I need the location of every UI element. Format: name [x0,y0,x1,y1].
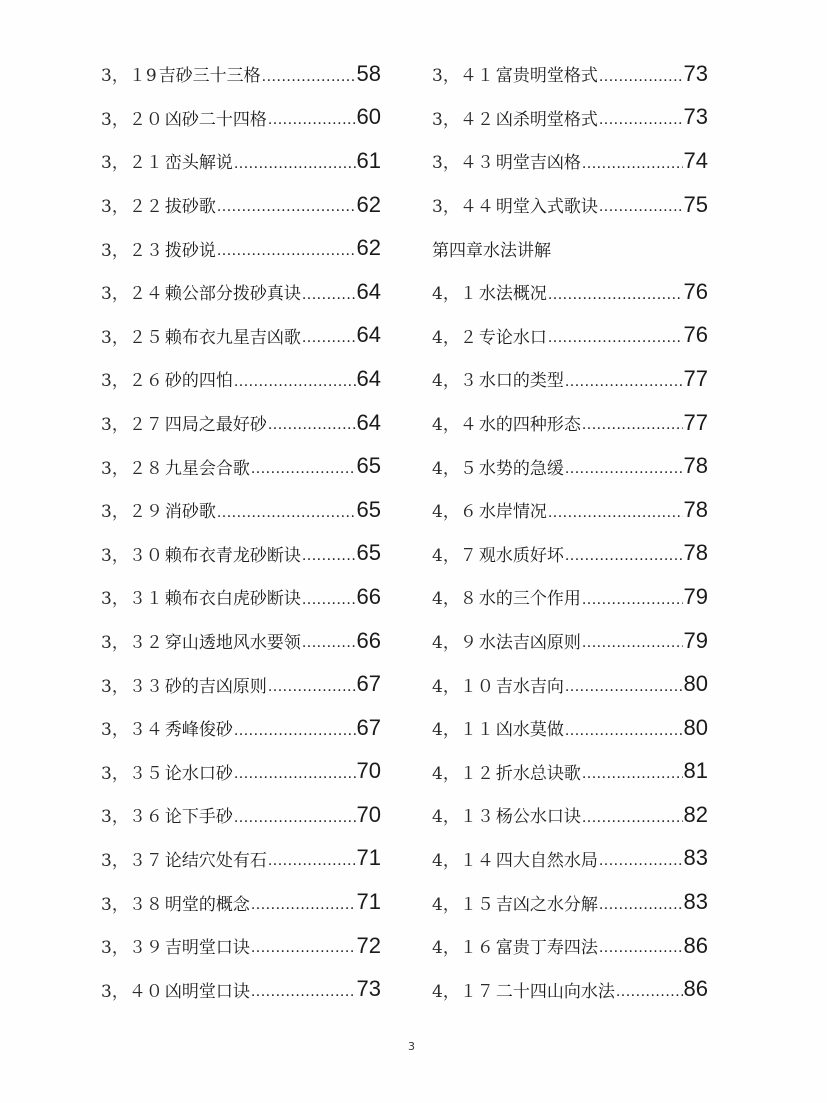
toc-entry[interactable] [432,967,708,1011]
leader-dots [565,724,683,750]
entry-number: 4，５ [432,458,477,479]
entry-number: 3，２９ [101,502,163,523]
entry-page: 64 [356,409,381,435]
toc-entry[interactable] [101,619,381,663]
leader-dots [234,375,356,401]
leader-dots [268,680,356,706]
toc-entry[interactable] [101,357,381,401]
toc-entry[interactable] [101,314,381,358]
entry-page: 76 [683,278,708,304]
entry-number: 4，１２ [432,763,494,784]
entry-title: 消砂歌 [164,502,216,523]
entry-title: 论结穴处有石 [164,850,267,871]
entry-title: 富贵丁寿四法 [495,938,598,959]
leader-dots [582,418,683,444]
leader-dots [234,724,356,750]
toc-entry[interactable] [432,96,708,140]
leader-dots [565,549,683,575]
entry-number: 3，２０ [101,109,163,130]
leader-dots [565,462,683,488]
entry-title: 穿山透地风水要领 [164,633,301,654]
leader-dots [582,636,683,662]
entry-title: 论水口砂 [164,763,233,784]
entry-title: 明堂的概念 [164,894,250,915]
entry-title: 水口的类型 [478,371,564,392]
chapter-heading[interactable]: 第四章水法讲解 [432,240,551,261]
entry-title: 赖布衣白虎砂断诀 [164,589,301,610]
entry-number: 3，２３ [101,240,163,261]
toc-entry[interactable] [101,575,381,619]
entry-page: 83 [683,845,708,871]
entry-number: 3，３９ [101,938,163,959]
entry-number: 3，２８ [101,458,163,479]
entry-title: 九星会合歌 [164,458,250,479]
entry-page: 73 [683,60,708,86]
footer-page-number: 3 [408,1040,415,1053]
entry-page: 67 [356,671,381,697]
entry-page: 71 [356,845,381,871]
entry-title: 二十四山向水法 [495,981,615,1002]
leader-dots [251,941,356,967]
leader-dots [217,506,356,532]
entry-page: 65 [356,453,381,479]
entry-page: 73 [356,976,381,1002]
entry-page: 73 [683,104,708,130]
toc-entry[interactable] [432,183,708,227]
toc-entry[interactable] [432,880,708,924]
entry-number: 4，１３ [432,807,494,828]
entry-title: 赖公部分拨砂真诀 [164,284,301,305]
leader-dots [302,593,356,619]
entry-page: 66 [356,627,381,653]
toc-entry[interactable] [432,837,708,881]
entry-page: 86 [683,932,708,958]
leader-dots [234,157,356,183]
entry-number: 4，１０ [432,676,494,697]
entry-title: 水岸情况 [478,502,547,523]
entry-number: 3，３３ [101,676,163,697]
entry-page: 58 [356,60,381,86]
entry-title: 赖布衣青龙砂断诀 [164,545,301,566]
entry-title: 吉水吉向 [495,676,564,697]
leader-dots [599,898,683,924]
leader-dots [599,941,683,967]
leader-dots [599,200,683,226]
entry-title: 峦头解说 [164,153,233,174]
entry-number: 4，７ [432,545,477,566]
entry-number: 3，３７ [101,850,163,871]
leader-dots [548,288,683,314]
entry-number: 4，１ [432,284,477,305]
entry-number: 4，１１ [432,720,494,741]
toc-entry[interactable] [432,750,708,794]
entry-title: 吉凶之水分解 [495,894,598,915]
toc-entry[interactable] [101,183,381,227]
entry-number: 3，４４ [432,197,494,218]
entry-title: 四大自然水局 [495,850,598,871]
leader-dots [262,70,356,96]
toc-left-column [101,52,381,1011]
entry-page: 64 [356,365,381,391]
entry-page: 78 [683,496,708,522]
toc-entry[interactable] [101,750,381,794]
entry-title: 四局之最好砂 [164,415,267,436]
leader-dots [251,898,356,924]
entry-title: 专论水口 [478,327,547,348]
toc-entry[interactable] [101,96,381,140]
toc-entry[interactable] [432,575,708,619]
entry-page: 80 [683,714,708,740]
leader-dots [268,854,356,880]
entry-number: 3，１9 [101,66,157,87]
entry-page: 75 [683,191,708,217]
entry-title: 富贵明堂格式 [495,66,598,87]
leader-dots [582,767,683,793]
leader-dots [268,418,356,444]
leader-dots [565,375,683,401]
entry-number: 4，９ [432,633,477,654]
entry-title: 凶水莫做 [495,720,564,741]
toc-entry[interactable] [101,706,381,750]
entry-page: 65 [356,496,381,522]
toc-entry[interactable] [101,793,381,837]
entry-number: 4，３ [432,371,477,392]
leader-dots [234,811,356,837]
toc-right-column [432,52,708,1011]
entry-number: 4，６ [432,502,477,523]
toc-entry[interactable] [101,880,381,924]
toc-entry[interactable] [101,532,381,576]
leader-dots [217,244,356,270]
leader-dots [599,113,683,139]
entry-title: 拨砂说 [164,240,216,261]
toc-entry[interactable] [432,314,708,358]
entry-number: 3，３８ [101,894,163,915]
toc-entry[interactable] [101,924,381,968]
toc-entry[interactable] [101,52,381,96]
entry-page: 66 [356,583,381,609]
entry-page: 77 [683,365,708,391]
leader-dots [302,331,356,357]
entry-number: 3，４１ [432,66,494,87]
leader-dots [302,288,356,314]
toc-entry[interactable] [432,139,708,183]
leader-dots [217,200,356,226]
leader-dots [548,331,683,357]
entry-number: 4，１７ [432,981,494,1002]
entry-number: 3，２６ [101,371,163,392]
leader-dots [234,767,356,793]
entry-title: 水的四种形态 [478,415,581,436]
entry-page: 70 [356,758,381,784]
entry-title: 凶明堂口诀 [164,981,250,1002]
leader-dots [548,506,683,532]
entry-number: 3，４３ [432,153,494,174]
entry-title: 拔砂歌 [164,197,216,218]
entry-number: 3，４０ [101,981,163,1002]
entry-title: 凶砂二十四格 [164,109,267,130]
entry-page: 72 [356,932,381,958]
entry-number: 4，１６ [432,938,494,959]
leader-dots [599,854,683,880]
leader-dots [582,593,683,619]
entry-title: 水法吉凶原则 [478,633,581,654]
entry-title: 观水质好坏 [478,545,564,566]
entry-page: 86 [683,976,708,1002]
toc-entry[interactable] [432,793,708,837]
entry-page: 65 [356,540,381,566]
entry-number: 4，１４ [432,850,494,871]
entry-page: 82 [683,801,708,827]
entry-page: 67 [356,714,381,740]
toc-entry[interactable] [432,619,708,663]
entry-title: 明堂吉凶格 [495,153,581,174]
entry-page: 64 [356,278,381,304]
entry-page: 60 [356,104,381,130]
entry-page: 62 [356,191,381,217]
entry-number: 3，３２ [101,633,163,654]
toc-entry[interactable] [101,139,381,183]
entry-title: 秀峰俊砂 [164,720,233,741]
entry-number: 4，１５ [432,894,494,915]
entry-title: 水法概况 [478,284,547,305]
entry-page: 78 [683,453,708,479]
toc-entry[interactable] [101,270,381,314]
entry-number: 3，２５ [101,327,163,348]
toc-entry[interactable] [432,924,708,968]
entry-number: 3，３５ [101,763,163,784]
leader-dots [251,985,356,1011]
entry-number: 3，３１ [101,589,163,610]
entry-number: 4，２ [432,327,477,348]
entry-page: 64 [356,322,381,348]
entry-page: 71 [356,889,381,915]
toc-entry[interactable] [432,270,708,314]
leader-dots [302,636,356,662]
toc-entry[interactable] [101,226,381,270]
entry-number: 3，４２ [432,109,494,130]
entry-title: 砂的四怕 [164,371,233,392]
entry-page: 78 [683,540,708,566]
entry-number: 4，４ [432,415,477,436]
entry-title: 明堂入式歌诀 [495,197,598,218]
leader-dots [582,811,683,837]
toc-entry[interactable] [101,662,381,706]
leader-dots [616,985,683,1011]
toc-entry[interactable] [432,357,708,401]
leader-dots [599,70,683,96]
entry-title: 砂的吉凶原则 [164,676,267,697]
toc-entry[interactable] [432,52,708,96]
leader-dots [565,680,683,706]
toc-entry[interactable] [432,706,708,750]
entry-number: 3，２２ [101,197,163,218]
entry-number: 3，３０ [101,545,163,566]
entry-page: 70 [356,801,381,827]
entry-page: 77 [683,409,708,435]
entry-page: 79 [683,583,708,609]
entry-title: 杨公水口诀 [495,807,581,828]
toc-entry[interactable] [432,662,708,706]
entry-page: 83 [683,889,708,915]
entry-title: 折水总诀歌 [495,763,581,784]
entry-title: 吉明堂口诀 [164,938,250,959]
entry-page: 81 [683,758,708,784]
entry-number: 3，２４ [101,284,163,305]
entry-number: 3，３６ [101,807,163,828]
toc-entry[interactable] [101,967,381,1011]
leader-dots [302,549,356,575]
toc-entry[interactable] [101,444,381,488]
entry-page: 61 [356,147,381,173]
toc-entry[interactable] [432,532,708,576]
toc-entry[interactable] [101,401,381,445]
entry-title: 论下手砂 [164,807,233,828]
toc-entry[interactable] [432,488,708,532]
entry-number: 3，３４ [101,720,163,741]
entry-number: 3，２７ [101,415,163,436]
toc-entry[interactable] [101,488,381,532]
entry-page: 80 [683,671,708,697]
toc-entry[interactable] [101,837,381,881]
leader-dots [268,113,356,139]
entry-title: 水的三个作用 [478,589,581,610]
entry-number: 3，２１ [101,153,163,174]
entry-page: 74 [683,147,708,173]
toc-entry[interactable] [432,401,708,445]
entry-title: 凶杀明堂格式 [495,109,598,130]
entry-title: 赖布衣九星吉凶歌 [164,327,301,348]
leader-dots [251,462,356,488]
toc-entry[interactable] [432,444,708,488]
entry-title: 水势的急缓 [478,458,564,479]
entry-page: 79 [683,627,708,653]
entry-page: 76 [683,322,708,348]
leader-dots [582,157,683,183]
entry-number: 4，８ [432,589,477,610]
entry-page: 62 [356,235,381,261]
entry-title: 吉砂三十三格 [158,66,261,87]
